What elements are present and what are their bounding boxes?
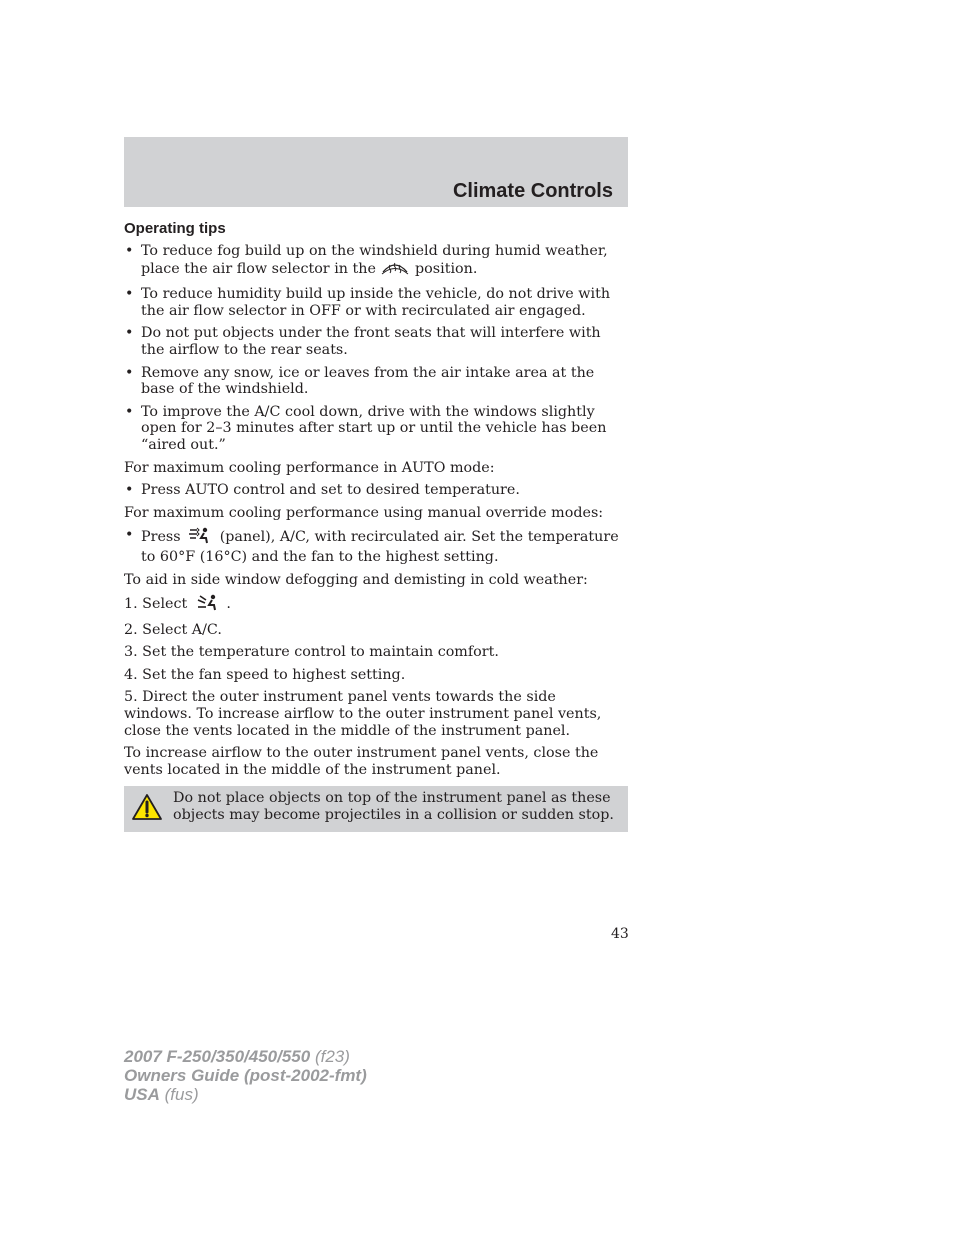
defrost-icon	[380, 260, 410, 281]
footer-line: USA (fus)	[124, 1085, 199, 1104]
footer-line: Owners Guide (post-2002-fmt)	[124, 1066, 367, 1085]
warning-box	[124, 786, 628, 831]
defog-step	[124, 594, 628, 616]
list-item	[124, 243, 628, 280]
defog-extra: To increase airflow to the outer instrument panel vents, close the vents located in the middle of the instrument panel.	[124, 745, 599, 778]
list-item: • Do not put objects under the front seats that will interfere with the airflow to the rear seats.	[124, 325, 628, 358]
defog-intro: To aid in side window defogging and demisting in cold weather:	[124, 571, 588, 588]
main-content	[124, 220, 628, 832]
auto-mode-intro: For maximum cooling performance in AUTO mode:	[124, 459, 495, 476]
manual-text: (panel), A/C, with recirculated air. Set the temperature to 60°F (16°C) and the fan to the highest setting.	[141, 529, 619, 565]
step-text: 1. Select	[124, 596, 188, 613]
list-item	[124, 527, 628, 565]
section-heading: Operating tips	[124, 220, 226, 237]
page-number: 43	[611, 926, 629, 942]
defog-step: 3. Set the temperature control to maintain comfort.	[124, 644, 499, 661]
list-item: • To improve the A/C cool down, drive with the windows slightly open for 2–3 minutes after start up or until the vehicle has been “aired out.”	[124, 404, 628, 454]
floor-defrost-icon	[192, 594, 222, 616]
panel-vent-icon	[185, 527, 215, 549]
footer	[124, 1047, 367, 1104]
tip-text: position.	[415, 260, 478, 277]
header-band	[124, 137, 628, 207]
manual-mode-intro: For maximum cooling performance using manual override modes:	[124, 504, 604, 521]
list-item: • Remove any snow, ice or leaves from the air intake area at the base of the windshield.	[124, 365, 628, 398]
warning-text: Do not place objects on top of the instrument panel as these objects may become projectiles in a collision or sudden stop.	[173, 790, 614, 824]
manual-text: Press	[141, 529, 181, 546]
defog-step: 4. Set the fan speed to highest setting.	[124, 666, 406, 683]
step-text: .	[226, 596, 231, 613]
defog-step: 5. Direct the outer instrument panel vents towards the side windows. To increase airflow to the outer instrument panel vents, close the vents located in the middle of the instrument panel.	[124, 689, 602, 739]
list-item: • Press AUTO control and set to desired temperature.	[124, 482, 628, 499]
page-title: Climate Controls	[452, 180, 613, 202]
list-item: • To reduce humidity build up inside the vehicle, do not drive with the air flow selector in OFF or with recirculated air engaged.	[124, 286, 628, 319]
footer-line: 2007 F-250/350/450/550 (f23)	[124, 1047, 350, 1066]
warning-triangle-icon	[131, 793, 163, 826]
defog-step: 2. Select A/C.	[124, 621, 222, 638]
tip-text: To reduce fog build up on the windshield during humid weather, place the air flow selector in the	[141, 243, 608, 277]
